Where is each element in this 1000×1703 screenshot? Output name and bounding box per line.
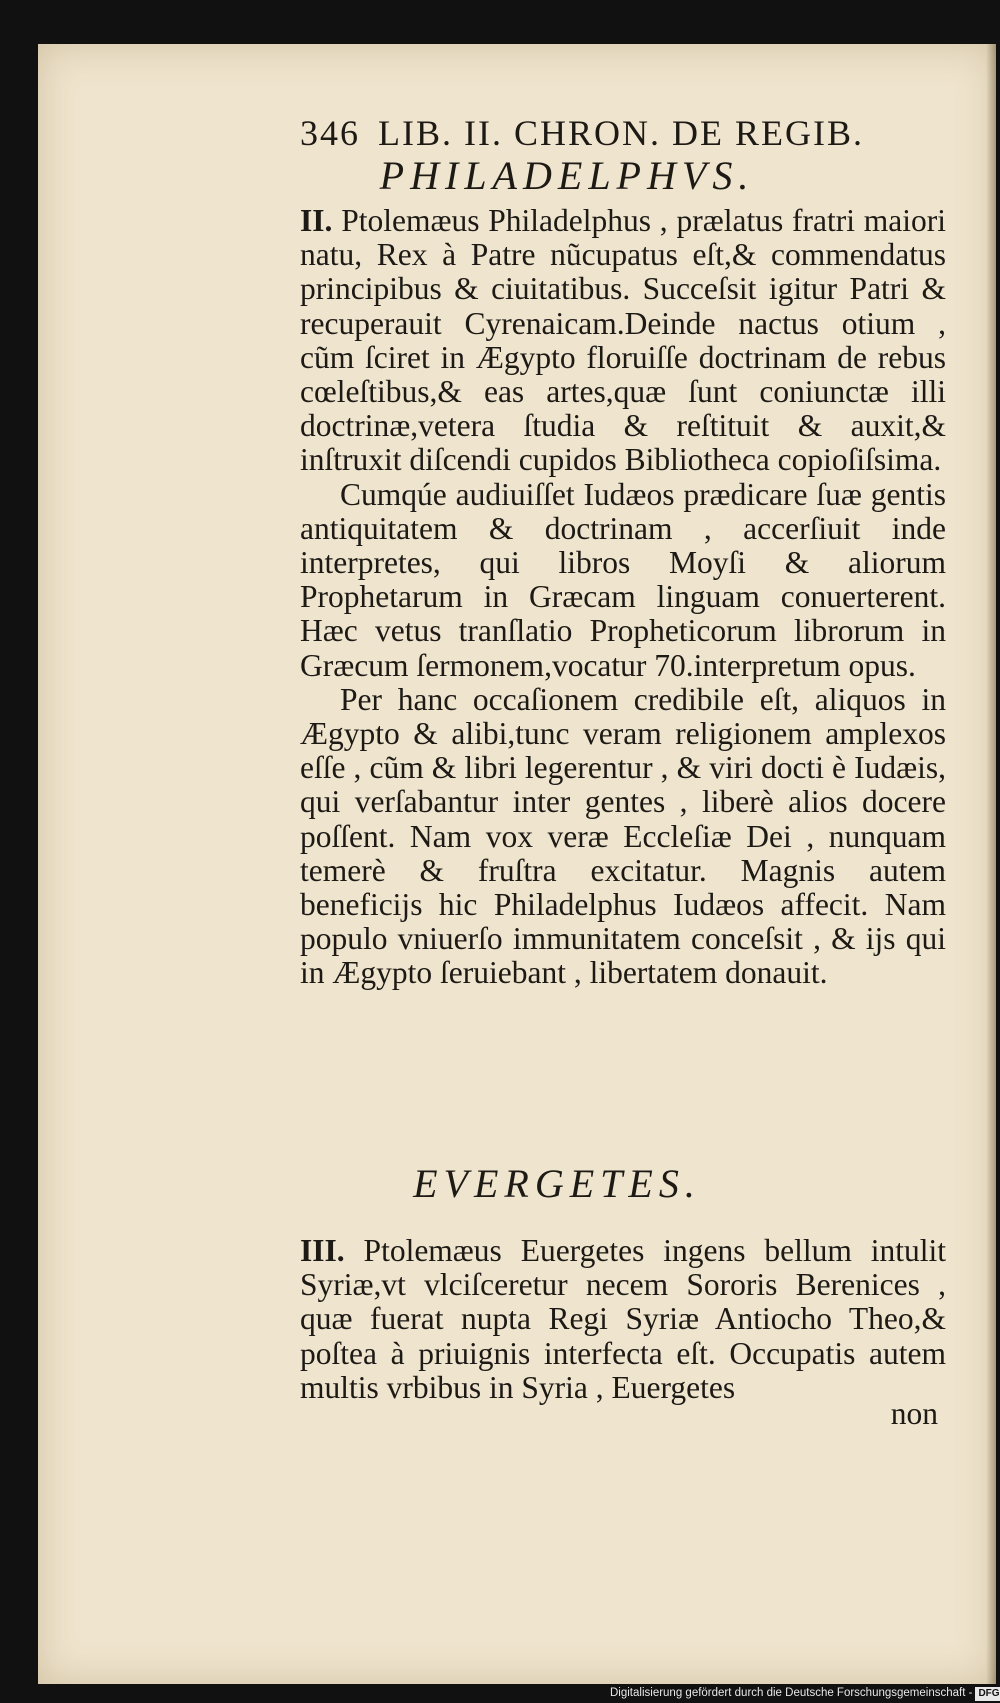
catchword: non	[890, 1396, 938, 1431]
paragraph-text: Ptolemæus Philadelphus , prælatus fratri maiori natu, Rex à Patre nũcupatus eſt,& commendatus principibus & ciuitatibus. Succeſsit igitur Patri & recuperauit Cyrenaicam.Deinde nactus otium , cũm ſciret in Ægypto floruiſſe doctrinam de rebus cœleſtibus,& eas artes,quæ ſunt coniunctæ illi doctrinæ,vetera ſtudia & reſtituit & auxit,& inſtruxit diſcendi cupidos Bibliotheca copioſiſsima.	[300, 203, 946, 478]
paragraph	[300, 204, 946, 478]
footer-text: Digitalisierung gefördert durch die Deutsche Forschungsgemeinschaft -	[610, 1687, 973, 1699]
section-number: III.	[300, 1233, 345, 1268]
book-page	[38, 44, 996, 1684]
dfg-logo: DFG	[975, 1687, 1000, 1701]
paragraph-text: Ptolemæus Euergetes ingens bellum intulit Syriæ,vt vlciſceretur necem Sororis Berenices , quæ fuerat nupta Regi Syriæ Antiocho Theo,& poſtea à priuignis interfecta eſt. Occupatis autem multis vrbibus in Syria , Euergetes	[300, 1233, 946, 1405]
section-body-philadelphus	[300, 204, 946, 991]
page-content	[38, 44, 996, 1684]
section-body-evergetes	[300, 1234, 946, 1405]
running-head	[300, 112, 900, 154]
section-title-evergetes: EVERGETES.	[413, 1161, 701, 1206]
running-head-title: LIB. II. CHRON. DE REGIB.	[378, 113, 864, 153]
digitization-footer	[610, 1683, 1000, 1703]
page-number: 346	[300, 113, 360, 153]
section-number: II.	[300, 203, 333, 238]
paragraph: Cumqúe audiuiſſet Iudæos prædicare ſuæ gentis antiquitatem & doctrinam , accerſiuit inde interpretes, qui libros Moyſi & aliorum Prophetarum in Græcam linguam conuerterent. Hæc vetus tranſlatio Propheticorum librorum in Græcum ſermonem,vocatur 70.interpretum opus.	[300, 476, 946, 683]
paragraph	[300, 1234, 946, 1405]
section-title-philadelphus: PHILADELPHVS.	[379, 153, 755, 198]
paragraph: Per hanc occaſionem credibile eſt, aliquos in Ægypto & alibi,tunc veram religionem amplexos eſſe , cũm & libri legerentur , & viri docti è Iudæis, qui verſabantur inter gentes , liberè alios docere poſſent. Nam vox veræ Eccleſiæ Dei , nunquam temerè & fruſtra excitatur. Magnis autem beneficijs hic Philadelphus Iudæos affecit. Nam populo vniuerſo immunitatem conceſsit , & ijs qui in Ægypto ſeruiebant , libertatem donauit.	[300, 681, 946, 991]
